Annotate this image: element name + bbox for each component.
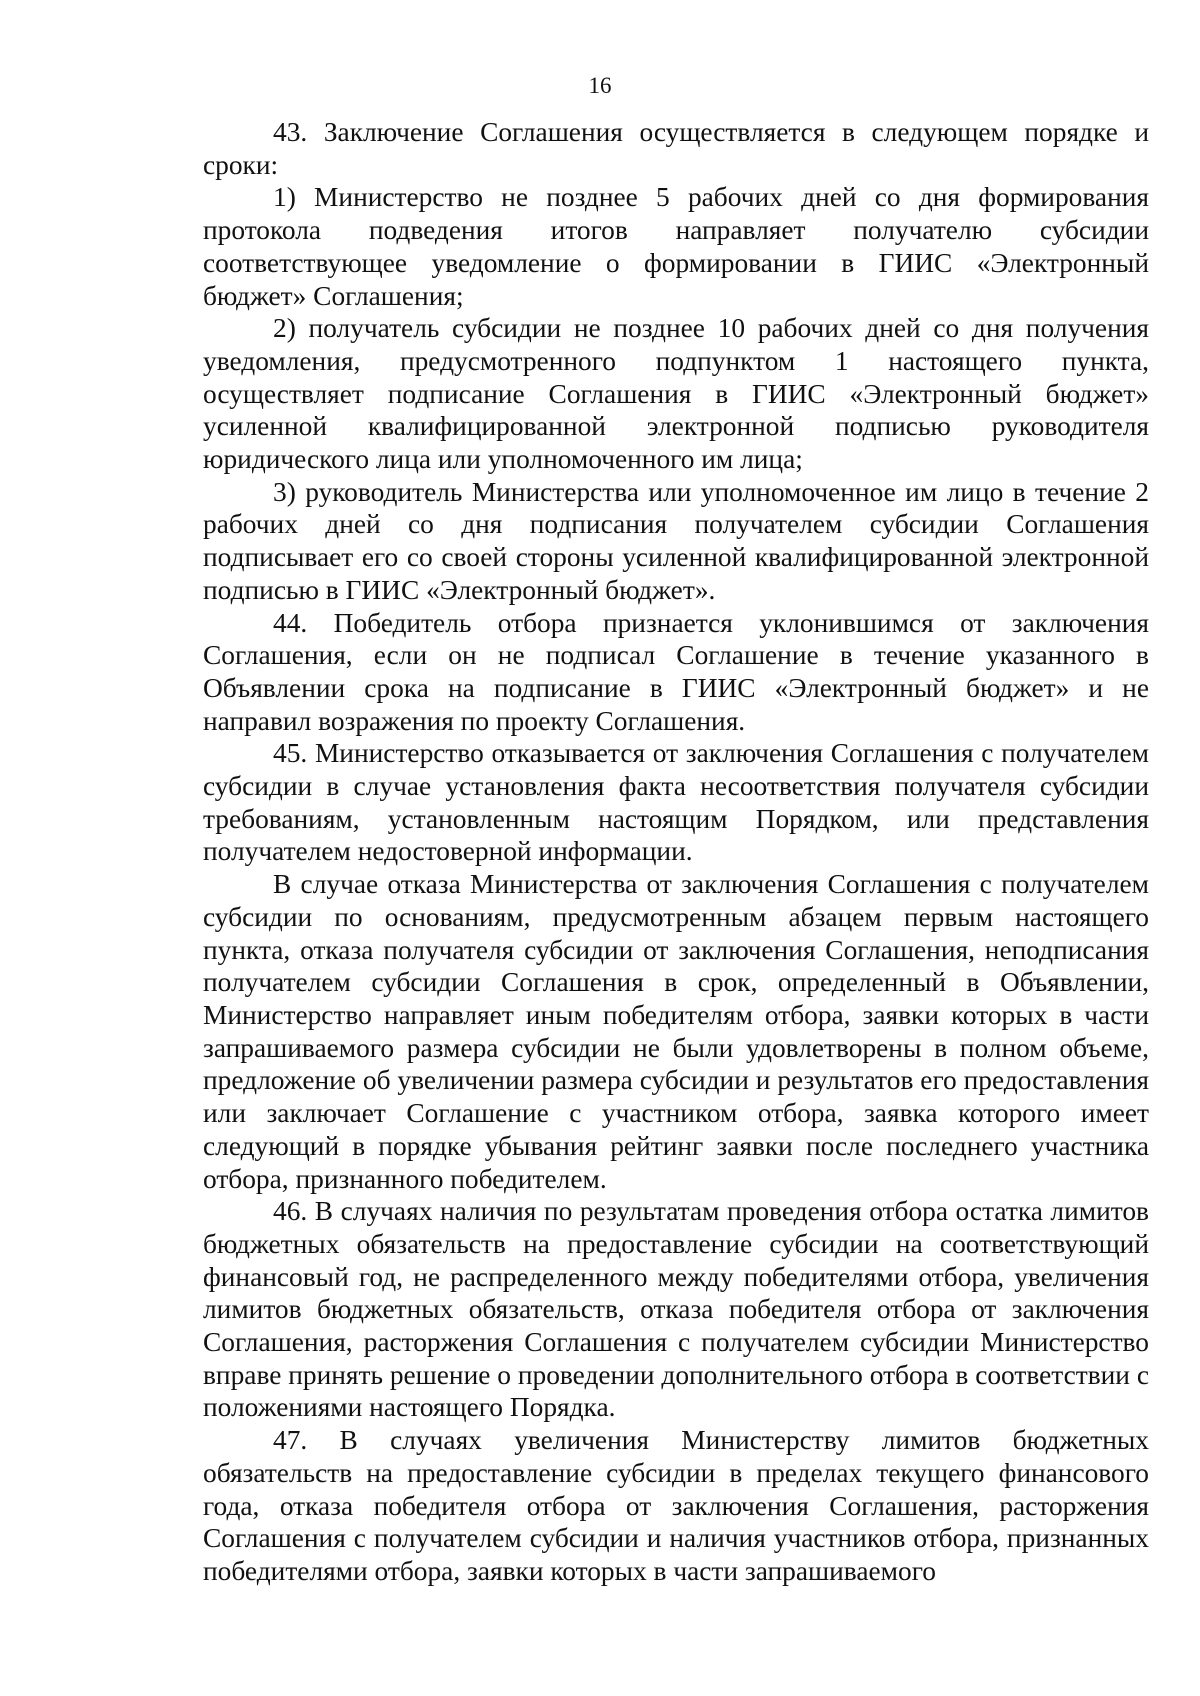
paragraph-43: 43. Заключение Соглашения осуществляется в следующем порядке и сроки: xyxy=(203,117,1149,180)
paragraph-43-item-3: 3) руководитель Министерства или уполномоченное им лицо в течение 2 рабочих дней со дня подписания получателем субсидии Соглашения подписывает его со своей стороны усиленной квалифицированной электронной подписью в ГИИС «Электронный бюджет». xyxy=(203,476,1149,605)
paragraph-44: 44. Победитель отбора признается уклонившимся от заключения Соглашения, если он не подписал Соглашение в течение указанного в Объявлении срока на подписание в ГИИС «Электронный бюджет» и не направил возражения по проекту Соглашения. xyxy=(203,607,1149,736)
paragraph-43-item-2: 2) получатель субсидии не позднее 10 рабочих дней со дня получения уведомления, предусмотренного подпунктом 1 настоящего пункта, осуществляет подписание Соглашения в ГИИС «Электронный бюджет» усиленной квалифицированной электронной подписью руководителя юридического лица или уполномоченного им лица; xyxy=(203,313,1149,475)
page-number: 16 xyxy=(588,73,612,98)
paragraph-43-item-1: 1) Министерство не позднее 5 рабочих дней со дня формирования протокола подведения итогов направляет получателю субсидии соответствующее уведомление о формировании в ГИИС «Электронный бюджет» Соглашения; xyxy=(203,182,1149,311)
document-body xyxy=(203,116,1149,1588)
paragraph-45-second: В случае отказа Министерства от заключения Соглашения с получателем субсидии по основаниям, предусмотренным абзацем первым настоящего пункта, отказа получателя субсидии от заключения Соглашения, неподписания получателем субсидии Соглашения в срок, определенный в Объявлении, Министерство направляет иным победителям отбора, заявки которых в части запрашиваемого размера субсидии не были удовлетворены в полном объеме, предложение об увеличении размера субсидии и результатов его предоставления или заключает Соглашение с участником отбора, заявка которого имеет следующий в порядке убывания рейтинг заявки после последнего участника отбора, признанного победителем. xyxy=(203,869,1149,1194)
paragraph-46: 46. В случаях наличия по результатам проведения отбора остатка лимитов бюджетных обязательств на предоставление субсидии на соответствующий финансовый год, не распределенного между победителями отбора, увеличения лимитов бюджетных обязательств, отказа победителя отбора от заключения Соглашения, расторжения Соглашения с получателем субсидии Министерство вправе принять решение о проведении дополнительного отбора в соответствии с положениями настоящего Порядка. xyxy=(203,1196,1149,1423)
paragraph-45: 45. Министерство отказывается от заключения Соглашения с получателем субсидии в случае установления факта несоответствия получателя субсидии требованиям, установленным настоящим Порядком, или представления получателем недостоверной информации. xyxy=(203,738,1149,867)
paragraph-47: 47. В случаях увеличения Министерству лимитов бюджетных обязательств на предоставление субсидии в пределах текущего финансового года, отказа победителя отбора от заключения Соглашения, расторжения Соглашения с получателем субсидии и наличия участников отбора, признанных победителями отбора, заявки которых в части запрашиваемого xyxy=(203,1425,1149,1586)
